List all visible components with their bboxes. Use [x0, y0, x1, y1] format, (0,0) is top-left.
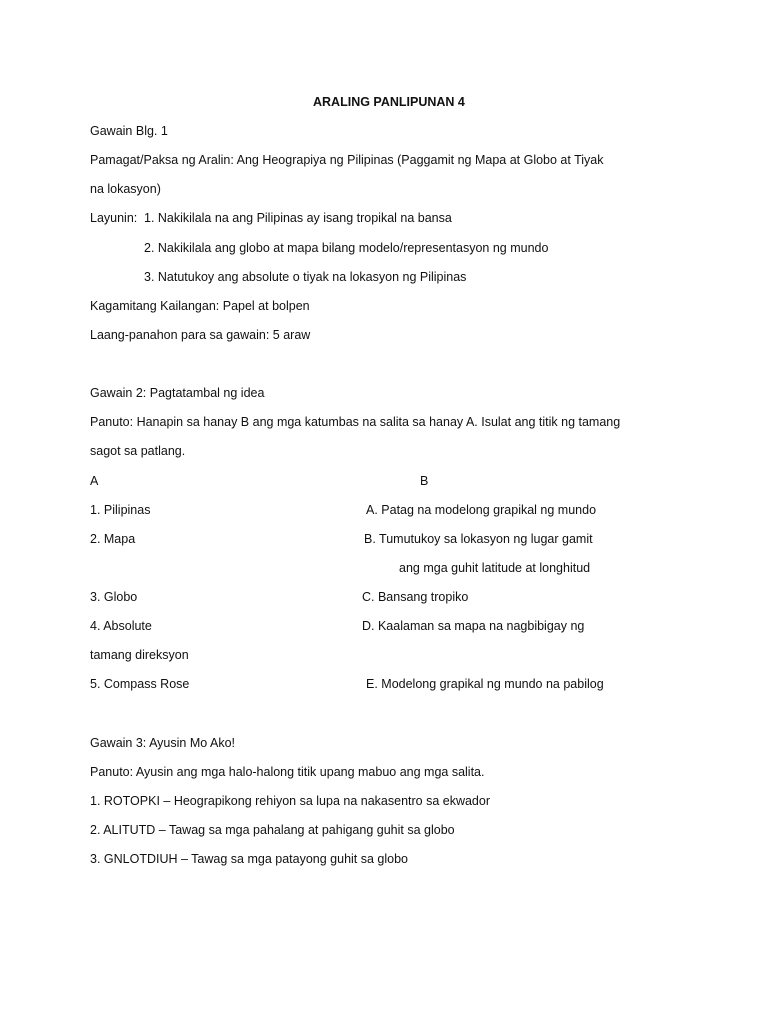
gawain2-heading: Gawain 2: Pagtatambal ng idea — [90, 386, 265, 400]
layunin-label: Layunin: — [90, 211, 138, 225]
gawain3-item-1: 1. ROTOPKI – Heograpikong rehiyon sa lupa na nakasentro sa ekwador — [90, 794, 490, 808]
pamagat-line1: Pamagat/Paksa ng Aralin: Ang Heograpiya ng Pilipinas (Paggamit ng Mapa at Globo at Tiyak — [90, 153, 604, 167]
gawain2-panuto-line1: Panuto: Hanapin sa hanay B ang mga katumbas na salita sa hanay A. Isulat ang titik ng tamang — [90, 415, 621, 429]
column-b-item-a: A. Patag na modelong grapikal ng mundo — [366, 503, 597, 517]
column-a-item-3: 3. Globo — [90, 590, 138, 604]
column-a-item-5: 5. Compass Rose — [90, 677, 190, 691]
column-b-item-e: E. Modelong grapikal ng mundo na pabilog — [366, 677, 604, 691]
laang-panahon-line: Laang-panahon para sa gawain: 5 araw — [90, 328, 311, 342]
gawain3-panuto: Panuto: Ayusin ang mga halo-halong titik upang mabuo ang mga salita. — [90, 765, 485, 779]
column-b-item-d: D. Kaalaman sa mapa na nagbibigay ng — [362, 619, 585, 633]
gawain3-heading: Gawain 3: Ayusin Mo Ako! — [90, 736, 235, 750]
column-a-header: A — [90, 474, 99, 488]
pamagat-line2: na lokasyon) — [90, 182, 161, 196]
column-a-item-4-cont: tamang direksyon — [90, 648, 189, 662]
gawain3-item-3: 3. GNLOTDIUH – Tawag sa mga patayong guhit sa globo — [90, 852, 408, 866]
layunin-item-2: 2. Nakikilala ang globo at mapa bilang modelo/representasyon ng mundo — [144, 241, 549, 255]
document-title: ARALING PANLIPUNAN 4 — [313, 95, 465, 109]
gawain1-heading: Gawain Blg. 1 — [90, 124, 168, 138]
column-b-item-b-cont: ang mga guhit latitude at longhitud — [399, 561, 591, 575]
column-a-item-2: 2. Mapa — [90, 532, 136, 546]
column-b-item-c: C. Bansang tropiko — [362, 590, 469, 604]
column-a-item-4: 4. Absolute — [90, 619, 152, 633]
gawain3-item-2: 2. ALITUTD – Tawag sa mga pahalang at pahigang guhit sa globo — [90, 823, 455, 837]
layunin-item-3: 3. Natutukoy ang absolute o tiyak na lokasyon ng Pilipinas — [144, 270, 467, 284]
gawain2-panuto-line2: sagot sa patlang. — [90, 444, 186, 458]
kagamitan-line: Kagamitang Kailangan: Papel at bolpen — [90, 299, 310, 313]
layunin-item-1: 1. Nakikilala na ang Pilipinas ay isang tropikal na bansa — [144, 211, 452, 225]
column-a-item-1: 1. Pilipinas — [90, 503, 151, 517]
column-b-header: B — [420, 474, 429, 488]
column-b-item-b: B. Tumutukoy sa lokasyon ng lugar gamit — [364, 532, 593, 546]
